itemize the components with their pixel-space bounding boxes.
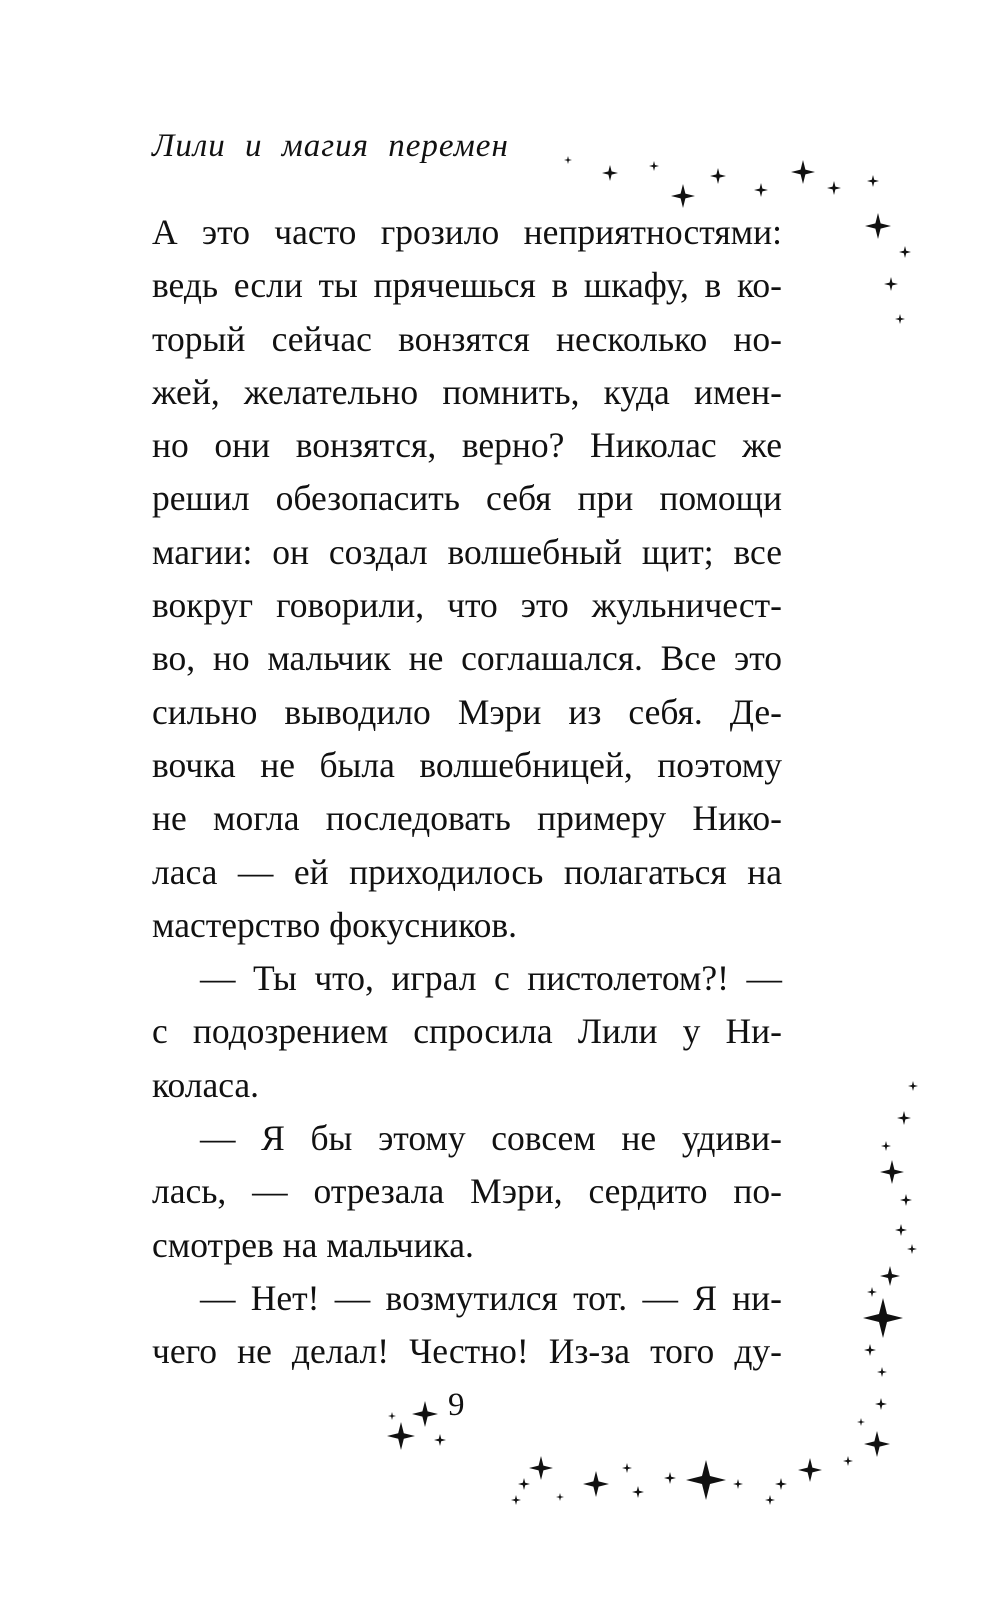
star-icon [649,161,659,171]
star-icon [583,1471,609,1497]
star-icon [897,1111,911,1125]
star-icon [863,1298,903,1338]
star-icon [864,1431,890,1457]
star-icon [387,1422,415,1450]
text-line: ласа — ей приходилось полагаться на [152,851,782,892]
star-icon [865,213,891,239]
running-head: Лили и магия перемен [152,128,509,164]
text-line: — Я бы этому совсем не удиви- [200,1118,782,1159]
text-line: чего не делал! Честно! Из-за того ду- [152,1331,782,1372]
star-icon [798,1458,822,1482]
star-icon [864,1344,876,1356]
star-icon [843,1456,853,1466]
star-icon [791,160,815,184]
star-icon [710,168,726,184]
star-icon [880,1160,904,1184]
star-icon [877,1367,887,1377]
text-line: решил обезопасить себя при помощи [152,478,782,519]
star-icon [899,246,911,258]
star-icon [733,1479,743,1489]
star-icon [881,1141,891,1151]
text-line: вочка не была волшебницей, поэтому [152,744,782,785]
star-icon [867,175,879,187]
star-icon [632,1486,644,1498]
star-icon [775,1478,787,1490]
text-line: ведь если ты прячешься в шкафу, в ко- [152,265,782,306]
star-icon [671,184,695,208]
star-icon [556,1493,564,1501]
page-number: 9 [448,1387,465,1423]
text-line: мастерство фокусников. [152,904,518,945]
star-icon [895,314,905,324]
star-icon [518,1478,530,1490]
star-icon [900,1194,912,1206]
text-line: А это часто грозило неприятностями: [152,212,782,252]
star-icon [664,1472,676,1484]
star-icon [908,1081,918,1091]
text-line: лась, — отрезала Мэри, сердито по- [152,1171,782,1212]
text-line: магии: он создал волшебный щит; все [152,531,782,572]
text-line: торый сейчас вонзятся несколько но- [152,318,782,359]
star-icon [827,181,841,195]
star-icon [880,1266,900,1286]
text-line: — Нет! — возмутился тот. — Я ни- [200,1277,782,1318]
body-text [152,206,782,1379]
star-icon [857,1418,865,1426]
star-icon [867,1287,877,1297]
star-icon [388,1412,396,1420]
text-line: вокруг говорили, что это жульничест- [152,585,782,626]
text-line: сильно выводило Мэри из себя. Де- [152,691,782,732]
star-icon [529,1456,553,1480]
star-icon [564,156,572,164]
star-icon [412,1401,438,1427]
star-icon [884,277,898,291]
star-icon [686,1460,726,1500]
star-icon [765,1495,775,1505]
star-icon [875,1398,887,1410]
text-line: во, но мальчик не соглашался. Все это [152,638,782,679]
star-icon [907,1244,917,1254]
text-line: смотрев на мальчика. [152,1224,474,1265]
text-line: коласа. [152,1064,260,1105]
text-line: — Ты что, играл с пистолетом?! — [200,958,782,999]
text-line: не могла последовать примеру Нико- [152,798,782,839]
star-icon [602,165,618,181]
star-icon [622,1463,632,1473]
star-icon [754,183,768,197]
star-icon [511,1495,521,1505]
star-icon [895,1224,907,1236]
text-line: с подозрением спросила Лили у Ни- [152,1011,782,1052]
text-line: жей, желательно помнить, куда имен- [152,371,782,412]
text-line: но они вонзятся, верно? Николас же [152,425,782,466]
star-icon [434,1434,446,1446]
